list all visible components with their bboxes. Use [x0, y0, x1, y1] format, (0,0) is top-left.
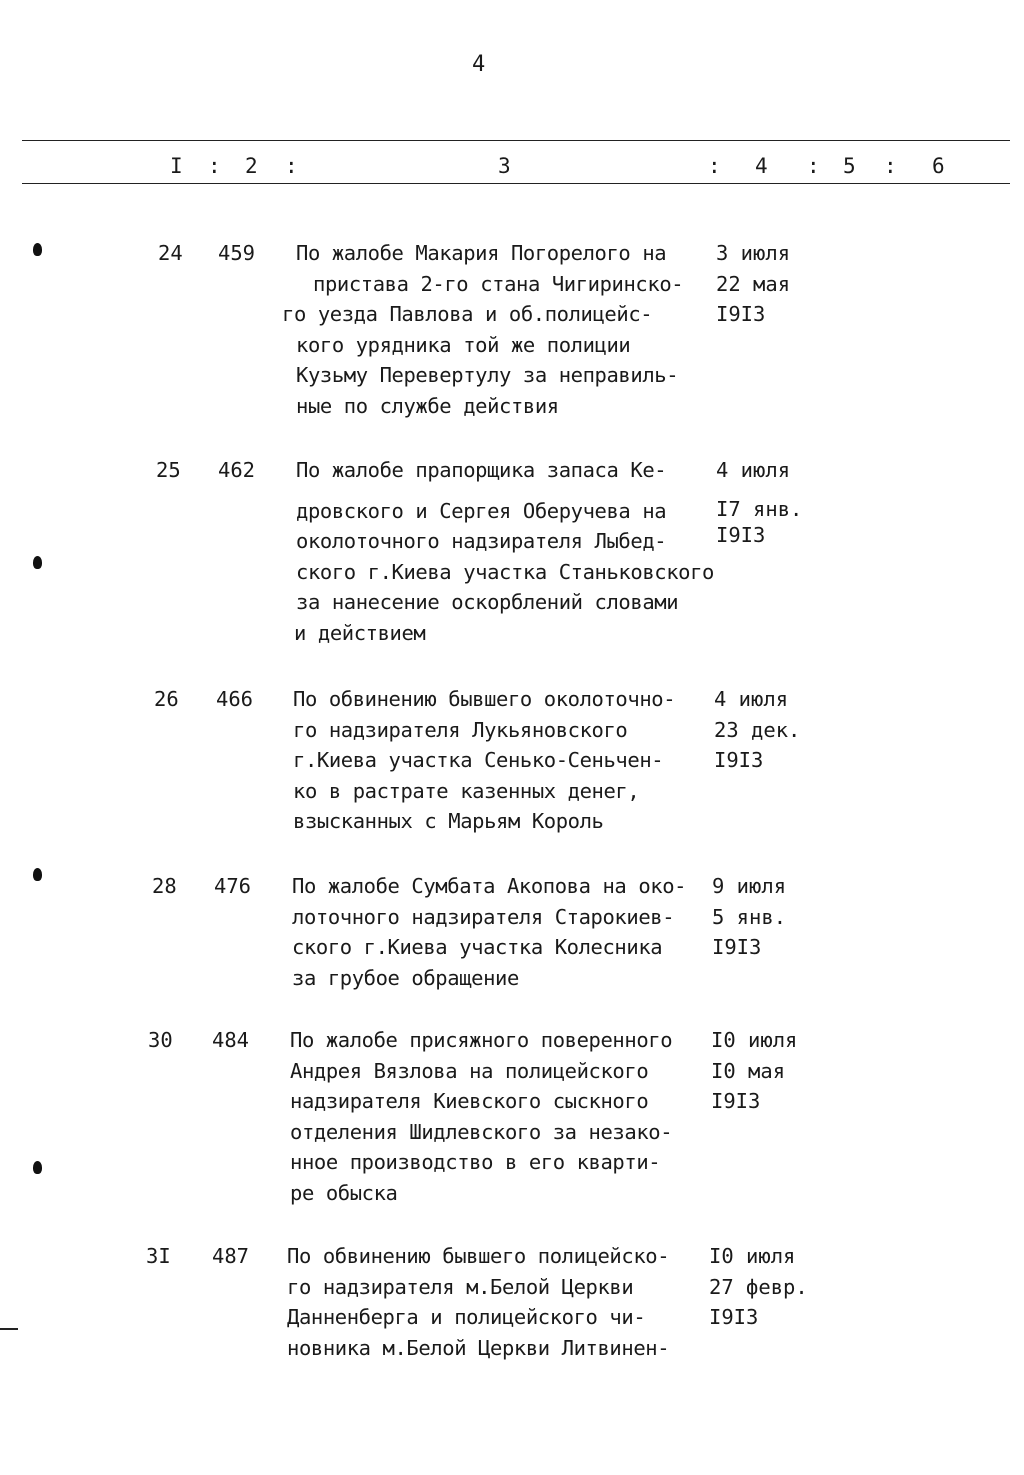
column-header-2: 2: [245, 154, 258, 178]
description-line: лоточного надзирателя Старокиев-: [292, 904, 675, 929]
entry-description: [287, 1241, 669, 1363]
entry-description: [290, 1025, 672, 1208]
date-end: 5 янв.: [712, 904, 787, 929]
date-end: 27 февр.: [709, 1274, 808, 1299]
description-line: за грубое обращение: [292, 965, 519, 990]
entry-dates: [712, 871, 786, 963]
punch-hole-mark: [33, 868, 42, 881]
description-line: отделения Шидлевского за незако-: [290, 1119, 673, 1144]
column-separator: :: [208, 154, 221, 178]
case-number: 459: [218, 241, 256, 265]
entry-dates: [716, 238, 790, 330]
description-line: ные по службе действия: [296, 393, 559, 418]
description-line: По жалобе присяжного поверенного: [290, 1028, 673, 1052]
header-bottom-rule: [22, 183, 1010, 184]
case-number: 462: [218, 458, 256, 482]
column-separator: :: [807, 154, 820, 178]
description-line: ко в растрате казенных денег,: [293, 778, 640, 803]
date-start: 4 июля: [716, 458, 791, 482]
case-number: 484: [212, 1028, 250, 1052]
entry-number: 28: [152, 874, 177, 898]
date-start: I0 июля: [711, 1028, 798, 1052]
date-end: I0 мая: [711, 1058, 786, 1083]
entry-description: [282, 238, 684, 421]
case-number: 466: [216, 687, 254, 711]
description-line: Кузьму Перевертулу за неправиль-: [296, 363, 679, 387]
date-start: 3 июля: [716, 241, 791, 265]
description-line: ского г.Киева участка Колесника: [292, 935, 663, 959]
case-number: 487: [212, 1244, 250, 1268]
description-line: Данненберга и полицейского чи-: [287, 1305, 646, 1329]
description-line: взысканных с Марьям Король: [293, 809, 604, 833]
page-number: 4: [472, 52, 486, 77]
date-year: I9I3: [712, 935, 762, 959]
punch-hole-mark: [33, 556, 42, 569]
entry-description: [293, 684, 675, 837]
description-line: го уезда Павлова и об.полицейс-: [282, 302, 653, 326]
description-line: го надзирателя Лукьяновского: [293, 717, 628, 742]
column-header-1: I: [170, 154, 183, 178]
column-separator: :: [285, 154, 298, 178]
entry-description: [292, 871, 686, 993]
entry-number: 3I: [146, 1244, 171, 1268]
entry-dates: [711, 1025, 797, 1117]
date-year: I9I3: [711, 1089, 761, 1113]
case-number: 476: [214, 874, 252, 898]
punch-hole-mark: [33, 243, 42, 256]
date-start: 4 июля: [714, 687, 789, 711]
date-end: 22 мая: [716, 271, 791, 296]
column-header-6: 6: [932, 154, 945, 178]
date-year: I9I3: [716, 302, 766, 326]
entry-dates: [714, 684, 800, 776]
date-year: I9I3: [716, 523, 766, 547]
column-header-3: 3: [498, 154, 511, 178]
column-separator: :: [708, 154, 721, 178]
date-year: I9I3: [709, 1305, 759, 1329]
entry-dates: [716, 455, 802, 551]
column-header-5: 5: [843, 154, 856, 178]
header-top-rule: [22, 140, 1010, 141]
entry-description: [296, 455, 714, 648]
description-line: околоточного надзирателя Лыбед-: [296, 529, 667, 553]
description-line: По обвинению бывшего полицейско-: [287, 1244, 670, 1268]
description-line: г.Киева участка Сенько-Сеньчен-: [293, 748, 664, 772]
description-line: го надзирателя м.Белой Церкви: [287, 1274, 634, 1299]
description-line: По обвинению бывшего околоточно-: [293, 687, 676, 711]
description-line: По жалобе прапорщика запаса Ке-: [296, 458, 667, 482]
description-line: ского г.Киева участка Станьковского: [296, 559, 714, 584]
description-line: дровского и Сергея Оберучева на: [296, 498, 667, 523]
description-line: ре обыска: [290, 1180, 398, 1205]
entry-number: 30: [148, 1028, 173, 1052]
column-header-4: 4: [755, 154, 768, 178]
description-line: пристава 2-го стана Чигиринско-: [313, 271, 684, 296]
date-start: 9 июля: [712, 874, 787, 898]
entry-number: 24: [158, 241, 183, 265]
description-line: кого урядника той же полиции: [296, 332, 631, 357]
punch-hole-mark: [33, 1161, 42, 1174]
margin-tick-mark: [0, 1328, 18, 1330]
description-line: Андрея Вязлова на полицейского: [290, 1058, 649, 1083]
description-line: новника м.Белой Церкви Литвинен-: [287, 1335, 670, 1360]
description-line: нное производство в его кварти-: [290, 1150, 661, 1174]
entry-number: 25: [156, 458, 181, 482]
date-start: I0 июля: [709, 1244, 796, 1268]
entry-number: 26: [154, 687, 179, 711]
column-separator: :: [884, 154, 897, 178]
description-line: и действием: [294, 620, 426, 645]
entry-dates: [709, 1241, 808, 1333]
date-year: I9I3: [714, 748, 764, 772]
description-line: По жалобе Сумбата Акопова на око-: [292, 874, 687, 898]
date-end: I7 янв.: [716, 496, 803, 521]
description-line: надзирателя Киевского сыскного: [290, 1089, 649, 1113]
description-line: По жалобе Макария Погорелого на: [296, 241, 667, 265]
description-line: за нанесение оскорблений словами: [296, 590, 679, 614]
date-end: 23 дек.: [714, 717, 801, 742]
